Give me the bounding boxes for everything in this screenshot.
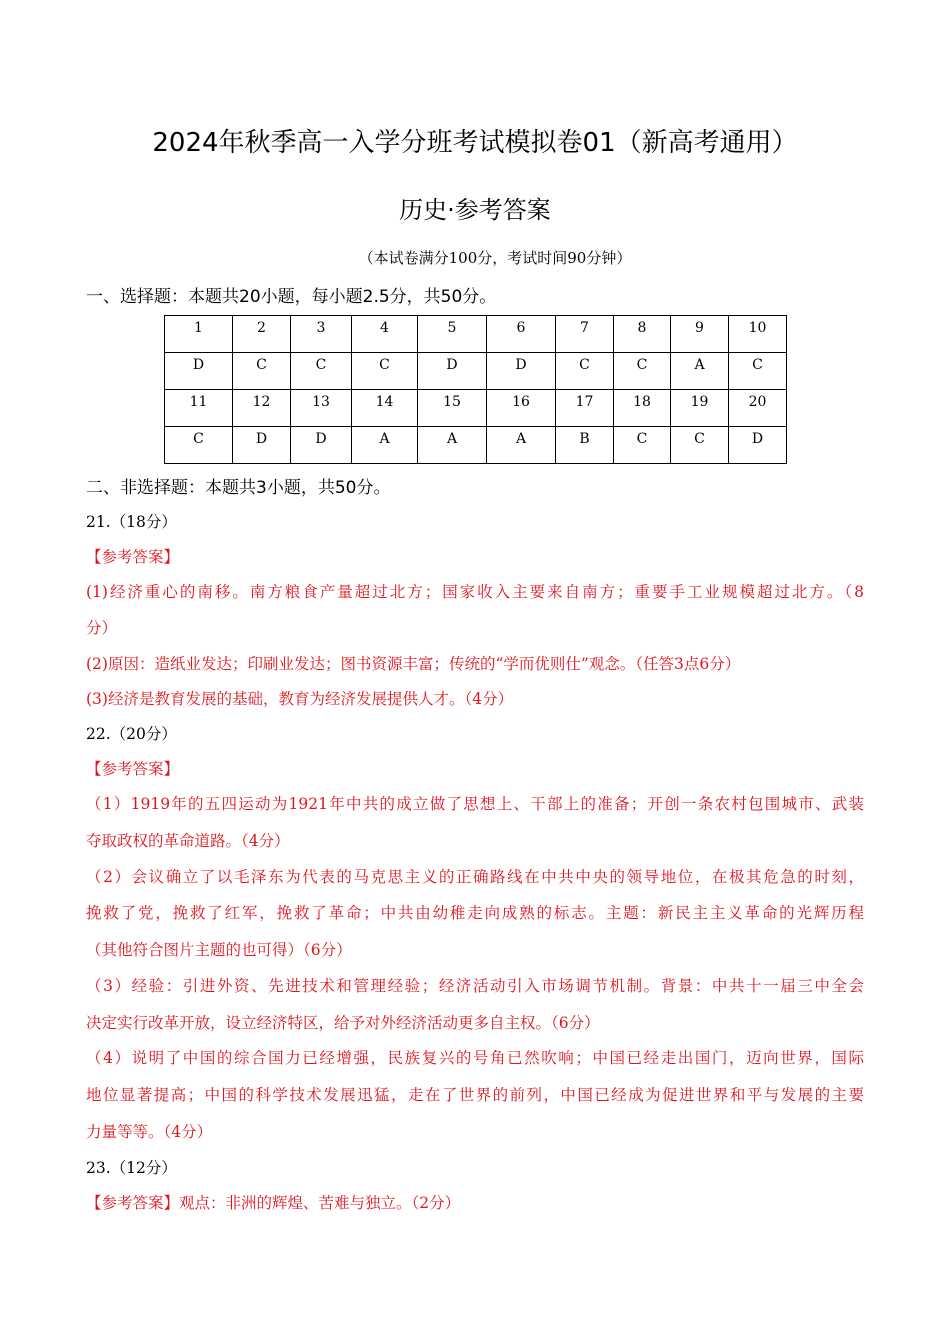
exam-note: （本试卷满分100分，考试时间90分钟） xyxy=(358,249,632,267)
table-cell: 4 xyxy=(352,316,418,353)
answer-line: （2）会议确立了以毛泽东为代表的马克思主义的正确路线在中共中央的领导地位，在极其危急的时刻， xyxy=(86,868,864,886)
doc-title: 2024年秋季高一入学分班考试模拟卷01（新高考通用） xyxy=(152,128,798,158)
table-cell: C xyxy=(291,353,352,390)
table-row xyxy=(165,353,787,390)
answer-line: 决定实行改革开放，设立经济特区，给予对外经济活动更多自主权。（6分） xyxy=(86,1014,600,1032)
table-cell: 1 xyxy=(165,316,233,353)
table-cell: C xyxy=(165,427,233,464)
table-row xyxy=(165,427,787,464)
table-cell: 3 xyxy=(291,316,352,353)
table-cell: 6 xyxy=(487,316,556,353)
table-cell: 5 xyxy=(418,316,487,353)
answer-line: 力量等等。（4分） xyxy=(86,1123,213,1141)
table-cell: 14 xyxy=(352,390,418,427)
table-cell: 8 xyxy=(614,316,671,353)
table-cell: C xyxy=(233,353,291,390)
answer-line: （其他符合图片主题的也可得）（6分） xyxy=(86,941,352,959)
answer-line: 【参考答案】 xyxy=(86,548,180,566)
answer-line: (2)原因：造纸业发达；印刷业发达；图书资源丰富；传统的“学而优则仕”观念。（任答3点6分） xyxy=(86,655,741,673)
answer-line: 【参考答案】观点：非洲的辉煌、苦难与独立。（2分） xyxy=(86,1194,461,1212)
table-cell: 17 xyxy=(556,390,614,427)
answer-line: （4）说明了中国的综合国力已经增强，民族复兴的号角已然吹响；中国已经走出国门，迈向世界，国际 xyxy=(86,1049,864,1067)
table-row xyxy=(165,390,787,427)
table-cell: B xyxy=(556,427,614,464)
answer-line: 23.（12分） xyxy=(86,1159,177,1177)
answer-line: 【参考答案】 xyxy=(86,760,180,778)
table-cell: D xyxy=(165,353,233,390)
table-cell: 11 xyxy=(165,390,233,427)
table-cell: A xyxy=(352,427,418,464)
table-cell: 20 xyxy=(729,390,787,427)
table-cell: 13 xyxy=(291,390,352,427)
table-cell: 2 xyxy=(233,316,291,353)
table-cell: A xyxy=(418,427,487,464)
table-cell: 10 xyxy=(729,316,787,353)
table-cell: 12 xyxy=(233,390,291,427)
table-cell: C xyxy=(614,427,671,464)
table-cell: 7 xyxy=(556,316,614,353)
answer-line: 地位显著提高；中国的科学技术发展迅猛，走在了世界的前列，中国已经成为促进世界和平与发展的主要 xyxy=(86,1086,864,1104)
answer-line: (3)经济是教育发展的基础，教育为经济发展提供人才。（4分） xyxy=(86,690,514,708)
table-cell: 15 xyxy=(418,390,487,427)
table-cell: D xyxy=(729,427,787,464)
table-cell: 18 xyxy=(614,390,671,427)
answer-line: 分） xyxy=(86,619,118,637)
table-cell: D xyxy=(291,427,352,464)
table-cell: A xyxy=(671,353,729,390)
answer-table xyxy=(164,315,787,464)
section-1-heading: 一、选择题：本题共20小题，每小题2.5分，共50分。 xyxy=(86,287,497,307)
answer-line: （3）经验：引进外资、先进技术和管理经验；经济活动引入市场调节机制。背景：中共十一届三中全会 xyxy=(86,977,864,995)
answer-line: （1）1919年的五四运动为1921年中共的成立做了思想上、干部上的准备；开创一条农村包围城市、武装 xyxy=(86,795,864,813)
answer-line: 22.（20分） xyxy=(86,725,177,743)
table-cell: D xyxy=(233,427,291,464)
table-cell: 16 xyxy=(487,390,556,427)
table-row xyxy=(165,316,787,353)
table-cell: C xyxy=(614,353,671,390)
doc-subtitle: 历史·参考答案 xyxy=(399,196,551,224)
table-cell: C xyxy=(556,353,614,390)
table-cell: D xyxy=(487,353,556,390)
section-2-heading: 二、非选择题：本题共3小题，共50分。 xyxy=(86,478,391,498)
table-cell: C xyxy=(671,427,729,464)
table-cell: C xyxy=(729,353,787,390)
answer-line: 21.（18分） xyxy=(86,513,177,531)
table-cell: 9 xyxy=(671,316,729,353)
answer-line: (1)经济重心的南移。南方粮食产量超过北方；国家收入主要来自南方；重要手工业规模超过北方。（8 xyxy=(86,583,864,601)
table-cell: D xyxy=(418,353,487,390)
table-cell: 19 xyxy=(671,390,729,427)
answer-line: 挽救了党，挽救了红军，挽救了革命；中共由幼稚走向成熟的标志。主题：新民主主义革命的光辉历程 xyxy=(86,904,864,922)
table-cell: A xyxy=(487,427,556,464)
table-cell: C xyxy=(352,353,418,390)
answer-line: 夺取政权的革命道路。（4分） xyxy=(86,832,290,850)
